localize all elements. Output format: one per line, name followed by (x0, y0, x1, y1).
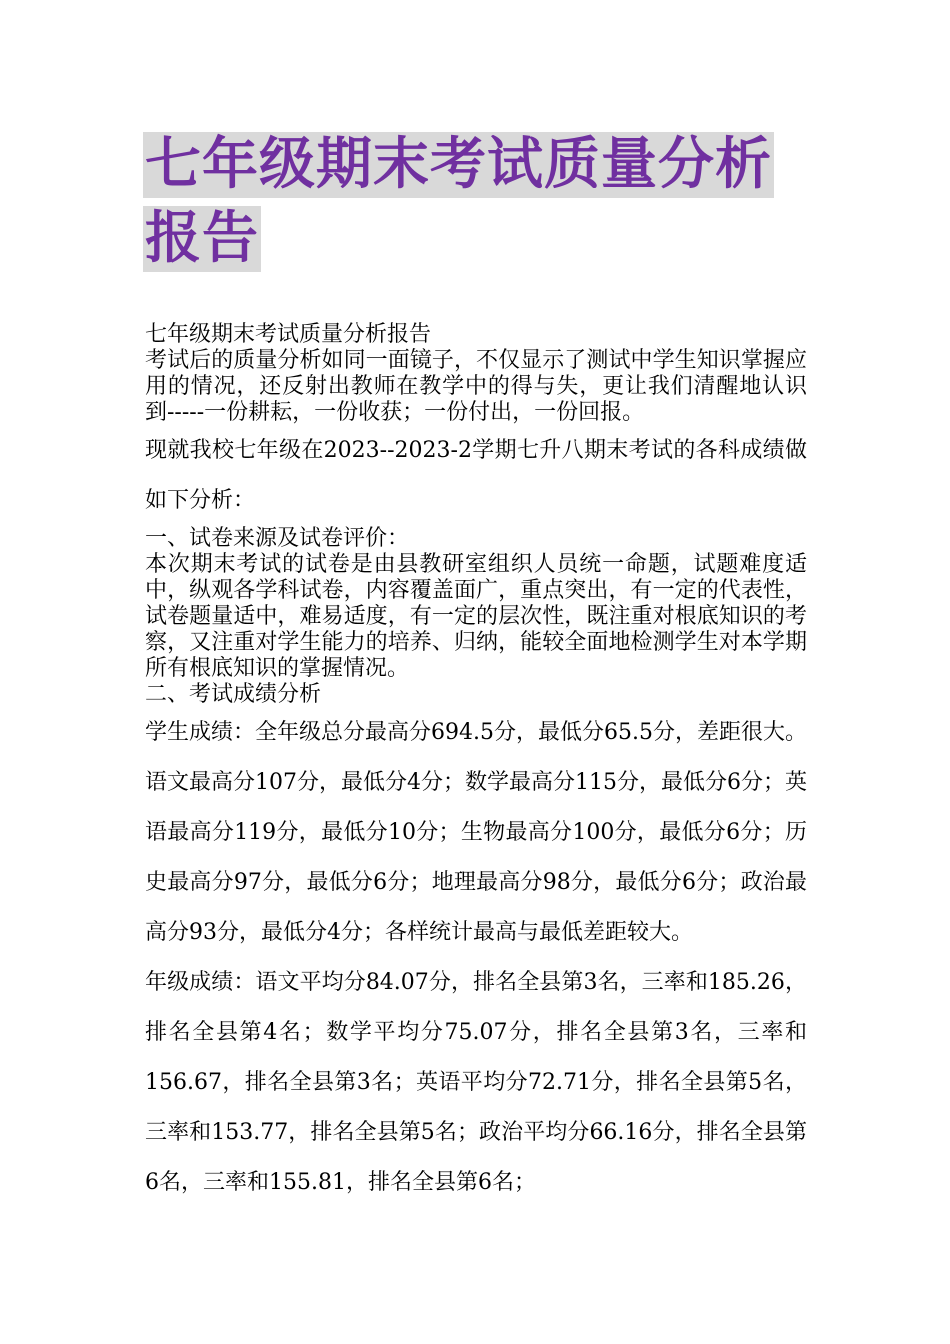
section-1-paragraph: 本次期末考试的试卷是由县教研室组织人员统一命题，试题难度适中，纵观各学科试卷，内容覆盖面广，重点突出，有一定的代表性，试卷题量适中，难易适度，有一定的层次性，既注重对根底知识的考察，又注重对学生能力的培养、归纳，能较全面地检测学生对本学期所有根底知识的掌握情况。 (145, 552, 807, 681)
document-body (145, 322, 807, 1208)
intro-paragraph: 考试后的质量分析如同一面镜子，不仅显示了测试中学生知识掌握应用的情况，还反射出教师在教学中的得与失，更让我们清醒地认识到-----一份耕耘，一份收获；一份付出，一份回报。 (145, 348, 807, 425)
section-1-heading: 一、试卷来源及试卷评价： (145, 526, 410, 551)
title-line-1: 七年级期末考试质量分析 (145, 132, 772, 197)
title-line-2: 报告 (145, 206, 259, 271)
grade-scores-paragraph: 年级成绩：语文平均分84.07分，排名全县第3名，三率和185.26，排名全县第4名；数学平均分75.07分，排名全县第3名，三率和156.67，排名全县第3名；英语平均分72.71分，排名全县第5名，三率和153.77，排名全县第5名；政治平均分66.16分，排名全县第6名，三率和155.81，排名全县第6名； (145, 970, 807, 1195)
subtitle: 七年级期末考试质量分析报告 (145, 322, 432, 347)
student-scores-paragraph: 学生成绩：全年级总分最高分694.5分，最低分65.5分，差距很大。语文最高分107分，最低分4分；数学最高分115分，最低分6分；英语最高分119分，最低分10分；生物最高分100分，最低分6分；历史最高分97分，最低分6分；地理最高分98分，最低分6分；政治最高分93分，最低分4分；各样统计最高与最低差距较大。 (145, 720, 807, 945)
section-2-heading: 二、考试成绩分析 (145, 682, 322, 707)
document-title (143, 132, 823, 280)
statement-paragraph: 现就我校七年级在2023--2023-2学期七升八期末考试的各科成绩做如下分析： (145, 438, 807, 513)
